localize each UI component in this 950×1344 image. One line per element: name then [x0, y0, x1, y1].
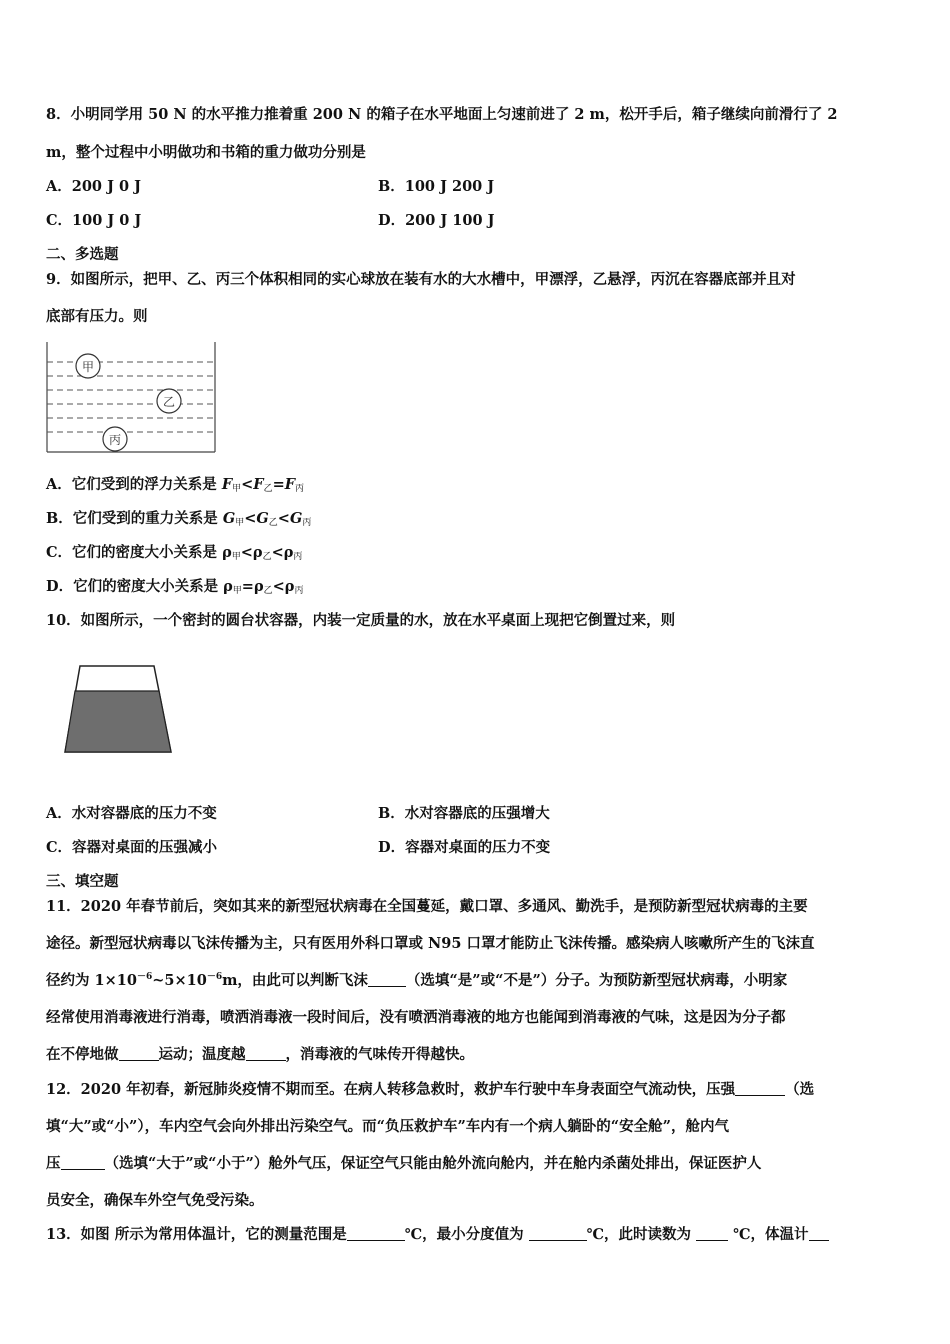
q8-line1: 8．小明同学用 50 N 的水平推力推着重 200 N 的箱子在水平地面上匀速前进了 2 m，松开手后，箱子继续向前滑行了 2 — [46, 106, 838, 123]
q11-blank-1[interactable] — [368, 972, 406, 987]
q12-line4: 员安全，确保车外空气免受污染。 — [46, 1192, 264, 1209]
ball-yi — [157, 389, 181, 413]
q11-blank-3[interactable] — [246, 1046, 286, 1061]
q9-water-tank-figure — [46, 340, 218, 454]
q13-blank-4[interactable] — [809, 1226, 829, 1241]
q10-line1: 10．如图所示，一个密封的圆台状容器，内装一定质量的水，放在水平桌面上现把它倒置过来，则 — [46, 612, 676, 629]
q9-option-b: B．它们受到的重力关系是 $G_甲<G_乙<G_丙$ — [46, 510, 312, 528]
q12-line2: 填“大”或“小”），车内空气会向外排出污染空气。而“负压救护车”车内有一个病人躺卧的“安全舱”，舱内气 — [46, 1118, 729, 1135]
q10-option-d: D．容器对桌面的压力不变 — [378, 839, 551, 856]
ball-bing — [103, 427, 127, 451]
q9-option-a: A．它们受到的浮力关系是 $F_甲<F_乙=F_丙$ — [46, 476, 305, 494]
q9-line2: 底部有压力。则 — [46, 308, 148, 325]
q9-option-d: D．它们的密度大小关系是 $\rho_甲=\rho_乙<\rho_丙$ — [46, 578, 304, 596]
section-fill-blank: 三、填空题 — [46, 873, 119, 890]
q9-option-c: C．它们的密度大小关系是 $\rho_甲<\rho_乙<\rho_丙$ — [46, 544, 303, 562]
q11-line3: 径约为 $1\times 10^{-6}\sim 5\times 10^{-6}m$，由此可以判断飞沫 （选填“是”或“不是”）分子。为预防新型冠状病毒，小明家 — [46, 972, 788, 989]
section-multiple-choice: 二、多选题 — [46, 246, 119, 263]
ball-bing-label: 丙 — [108, 433, 122, 447]
q12-line3: 压 （选填“大于”或“小于”）舱外气压，保证空气只能由舱外流向舱内，并在舱内杀菌处排出，保证医护人 — [46, 1155, 762, 1172]
q10-option-c: C．容器对桌面的压强减小 — [46, 839, 218, 856]
q8-option-b: B．100 J 200 J — [378, 178, 495, 195]
q13-blank-2[interactable] — [529, 1226, 587, 1241]
q8-option-c: C．100 J 0 J — [46, 212, 142, 229]
q12-blank-1[interactable] — [735, 1081, 785, 1096]
q11-blank-2[interactable] — [119, 1046, 159, 1061]
q10-option-b: B．水对容器底的压强增大 — [378, 805, 550, 822]
q8-option-a: A．200 J 0 J — [46, 178, 141, 195]
q13-blank-1[interactable] — [347, 1226, 405, 1241]
q11-line4: 经常使用消毒液进行消毒，喷洒消毒液一段时间后，没有喷洒消毒液的地方也能闻到消毒液的气味，这是因为分子都 — [46, 1009, 786, 1026]
q11-line2: 途径。新型冠状病毒以飞沫传播为主，只有医用外科口罩或 N95 口罩才能防止飞沫传播。感染病人咳嗽所产生的飞沫直 — [46, 935, 815, 952]
q8-option-d: D．200 J 100 J — [378, 212, 495, 229]
ball-jia-label: 甲 — [81, 360, 95, 374]
q12-line1: 12．2020 年初春，新冠肺炎疫情不期而至。在病人转移急救时，救护车行驶中车身表面空气流动快，压强 （选 — [46, 1081, 815, 1098]
q10-option-a: A．水对容器底的压力不变 — [46, 805, 217, 822]
ball-jia — [76, 354, 100, 378]
q13-blank-3[interactable] — [696, 1226, 728, 1241]
q10-frustum-container-figure — [62, 664, 174, 754]
q12-blank-2[interactable] — [61, 1155, 105, 1170]
q8-line2: m，整个过程中小明做功和书箱的重力做功分别是 — [46, 144, 366, 161]
q9-line1: 9．如图所示，把甲、乙、丙三个体积相同的实心球放在装有水的大水槽中，甲漂浮，乙悬浮，丙沉在容器底部并且对 — [46, 271, 796, 288]
q13-line1: 13．如图 所示为常用体温计，它的测量范围是 ℃，最小分度值为 ℃，此时读数为 ℃，体温计 — [46, 1223, 829, 1244]
ball-yi-label: 乙 — [162, 395, 176, 409]
q11-line1: 11．2020 年春节前后，突如其来的新型冠状病毒在全国蔓延，戴口罩、多通风、勤洗手，是预防新型冠状病毒的主要 — [46, 898, 808, 915]
q11-line5: 在不停地做 运动；温度越 ，消毒液的气味传开得越快。 — [46, 1046, 474, 1063]
